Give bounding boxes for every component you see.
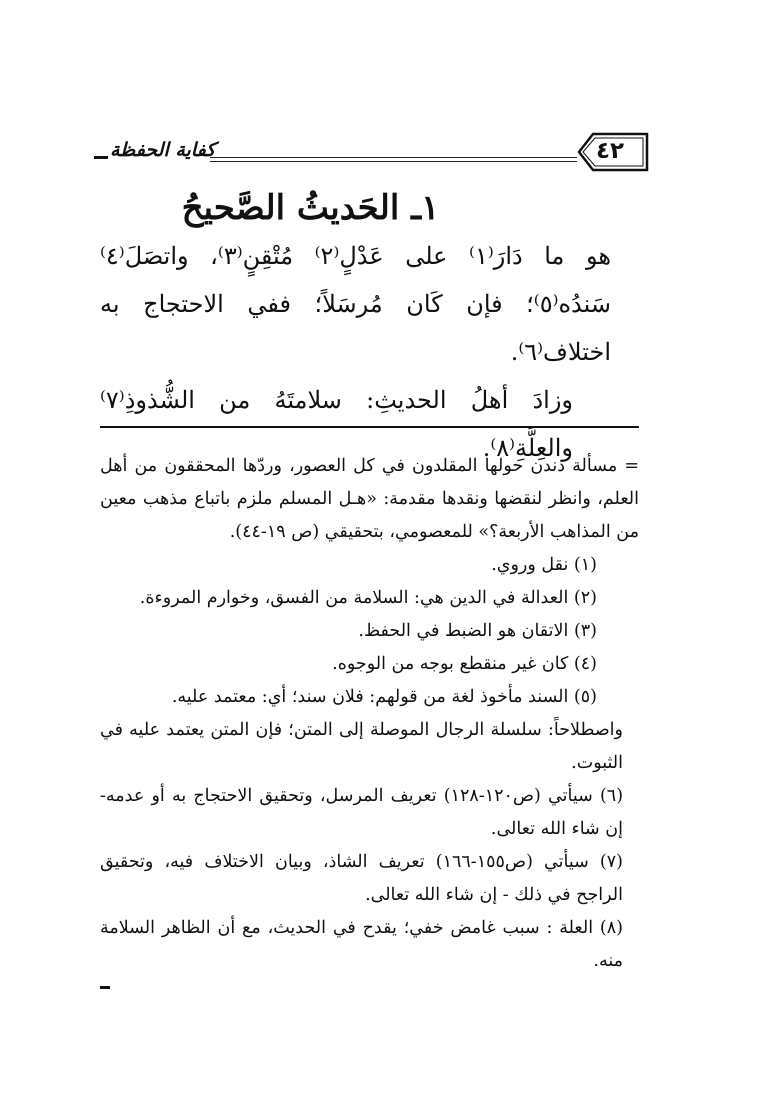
footnote-3: (٣) الاتقان هو الضبط في الحفظ.: [358, 621, 597, 641]
main-text: [100, 232, 611, 472]
page-number: ٤٢: [595, 138, 625, 164]
footnote-continuation: = مسألة دندن حولها المقلدون في كل العصور، وردّها المحققون من أهل العلم، وانظر لنقضها ونقدها مقدمة: «هـل المسلم ملزم باتباع مذهب معين من المذاهب الأربعة؟» للمعصومي، بتحقيقي (ص ١٩-٤٤).: [100, 456, 639, 542]
definition-paragraph: هو ما دَارَ⁽١⁾ على عَدْلٍ⁽٢⁾ مُتْقِنٍ⁽٣⁾، واتصَلَ⁽٤⁾ سَندُه⁽٥⁾؛ فإن كَان مُرسَلاً؛ ففي الاحتجاج به اختلاف⁽٦⁾.: [100, 242, 611, 366]
footnote-8: (٨) العلة : سبب غامض خفي؛ يقدح في الحديث، مع أن الظاهر السلامة منه.: [100, 918, 623, 971]
footnote-6: (٦) سيأتي (ص١٢٠-١٢٨) تعريف المرسل، وتحقيق الاحتجاج به أو عدمه-إن شاء الله تعالى.: [100, 786, 624, 839]
footnote-7: (٧) سيأتي (ص١٥٥-١٦٦) تعريف الشاذ، وبيان الاختلاف فيه، وتحقيق الراجح في ذلك - إن شاء الله تعالى.: [100, 852, 623, 905]
section-heading: ١ـ الحَديثُ الصَّحيحُ: [181, 188, 440, 228]
footnote-5-continuation: واصطلاحاً: سلسلة الرجال الموصلة إلى المتن؛ فإن المتن يعتمد عليه في الثبوت.: [100, 720, 623, 773]
header-dash: [94, 156, 108, 159]
footnotes: [100, 450, 639, 978]
page-header: [98, 128, 653, 178]
footnote-4: (٤) كان غير منقطع بوجه من الوجوه.: [332, 654, 597, 674]
addition-paragraph: وزادَ أهلُ الحديثِ: سلامتَهُ من الشُّذوذِ⁽٧⁾ والعِلَّةِ⁽٨⁾.: [100, 386, 573, 462]
page-number-badge: [573, 130, 653, 174]
footnote-separator: [100, 426, 639, 428]
footnote-5: (٥) السند مأخوذ لغة من قولهم: فلان سند؛ أي: معتمد عليه.: [171, 687, 597, 707]
running-title: كفاية الحفظة: [110, 139, 216, 161]
footnote-1: (١) نقل وروي.: [491, 555, 597, 575]
header-rule: [210, 157, 577, 162]
footnote-end-dash: [100, 986, 110, 989]
footnote-2: (٢) العدالة في الدين هي: السلامة من الفسق، وخوارم المروءة.: [139, 588, 597, 608]
